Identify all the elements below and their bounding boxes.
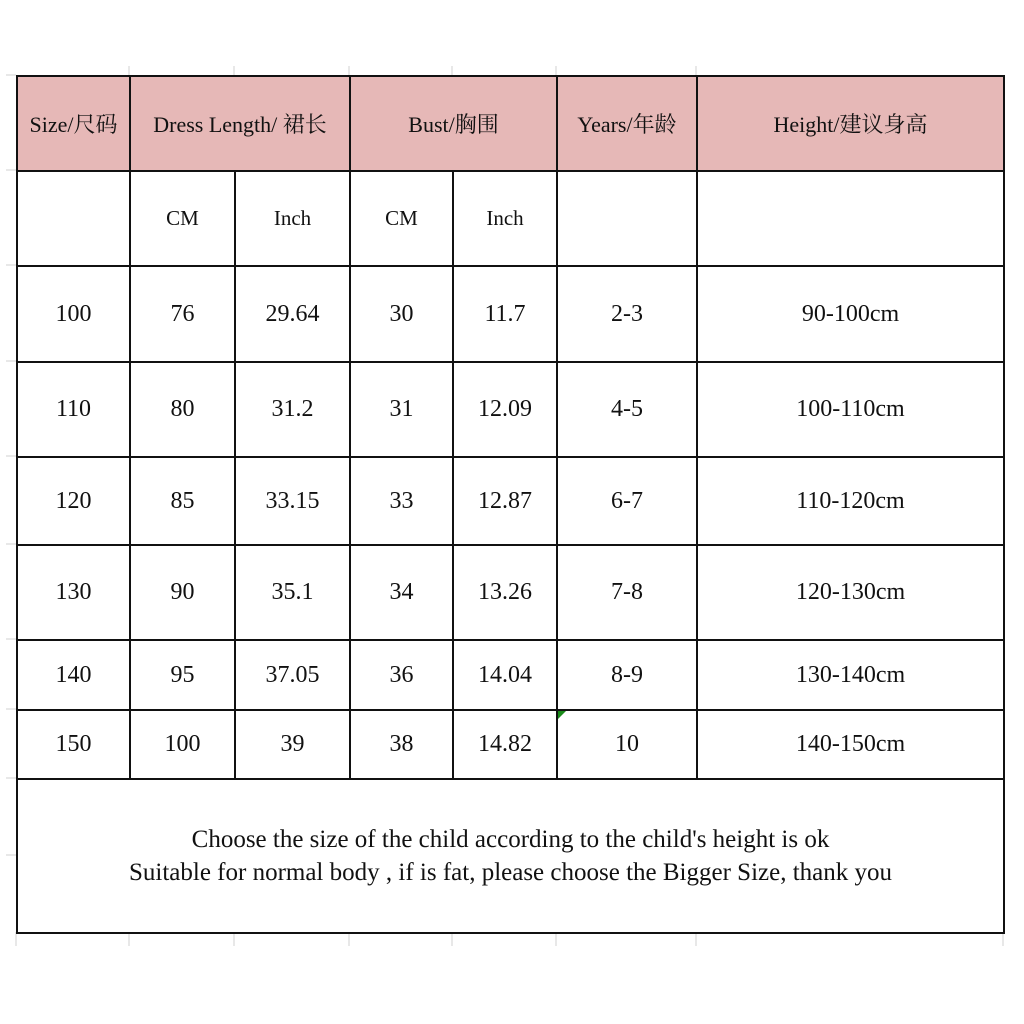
table-cell: 140-150cm (697, 710, 1004, 779)
table-cell: 110-120cm (697, 457, 1004, 545)
table-cell: 120-130cm (697, 545, 1004, 640)
table-cell: 95 (130, 640, 235, 710)
table-cell: 90 (130, 545, 235, 640)
table-cell: 35.1 (235, 545, 350, 640)
table-cell: 12.87 (453, 457, 557, 545)
header-bust: Bust/胸围 (350, 76, 557, 171)
table-row (17, 710, 1004, 779)
table-cell: 140 (17, 640, 130, 710)
unit-cell: Inch (453, 171, 557, 266)
table-cell: 29.64 (235, 266, 350, 362)
unit-cell: CM (130, 171, 235, 266)
note-cell (17, 779, 1004, 933)
header-size: Size/尺码 (17, 76, 130, 171)
table-cell: 38 (350, 710, 453, 779)
table-cell: 90-100cm (697, 266, 1004, 362)
table-cell: 11.7 (453, 266, 557, 362)
table-row (17, 362, 1004, 457)
header-dress-length: Dress Length/ 裙长 (130, 76, 350, 171)
table-row (17, 457, 1004, 545)
table-cell: 10 (557, 710, 697, 779)
table-cell: 100 (17, 266, 130, 362)
unit-row (17, 171, 1004, 266)
table-cell: 36 (350, 640, 453, 710)
table-cell: 85 (130, 457, 235, 545)
table-cell: 100 (130, 710, 235, 779)
table-cell: 14.04 (453, 640, 557, 710)
table-cell: 30 (350, 266, 453, 362)
table-cell: 120 (17, 457, 130, 545)
table-cell: 33 (350, 457, 453, 545)
unit-cell (557, 171, 697, 266)
table-row (17, 640, 1004, 710)
header-row (17, 76, 1004, 171)
table-cell: 100-110cm (697, 362, 1004, 457)
table-cell: 14.82 (453, 710, 557, 779)
table-cell: 39 (235, 710, 350, 779)
table-cell: 6-7 (557, 457, 697, 545)
header-years: Years/年龄 (557, 76, 697, 171)
table-row (17, 545, 1004, 640)
table-cell: 76 (130, 266, 235, 362)
unit-cell: Inch (235, 171, 350, 266)
table-cell: 12.09 (453, 362, 557, 457)
table-cell: 13.26 (453, 545, 557, 640)
table-cell: 8-9 (557, 640, 697, 710)
note-line-2: Suitable for normal body , if is fat, please choose the Bigger Size, thank you (128, 859, 892, 886)
unit-cell (17, 171, 130, 266)
unit-cell: CM (350, 171, 453, 266)
table-cell: 31 (350, 362, 453, 457)
cell-marker-icon (558, 711, 566, 719)
table-cell: 110 (17, 362, 130, 457)
table-cell: 37.05 (235, 640, 350, 710)
unit-cell (697, 171, 1004, 266)
table-cell: 34 (350, 545, 453, 640)
table-row (17, 266, 1004, 362)
table-cell: 80 (130, 362, 235, 457)
table-cell: 130 (17, 545, 130, 640)
size-chart-table (16, 75, 1005, 934)
table-cell: 130-140cm (697, 640, 1004, 710)
header-height: Height/建议身高 (697, 76, 1004, 171)
note-line-1: Choose the size of the child according to the child's height is ok (191, 826, 830, 853)
table-cell: 4-5 (557, 362, 697, 457)
table-cell: 7-8 (557, 545, 697, 640)
table-cell: 150 (17, 710, 130, 779)
table-cell: 2-3 (557, 266, 697, 362)
table-cell: 33.15 (235, 457, 350, 545)
note-row (17, 779, 1004, 933)
table-cell: 31.2 (235, 362, 350, 457)
